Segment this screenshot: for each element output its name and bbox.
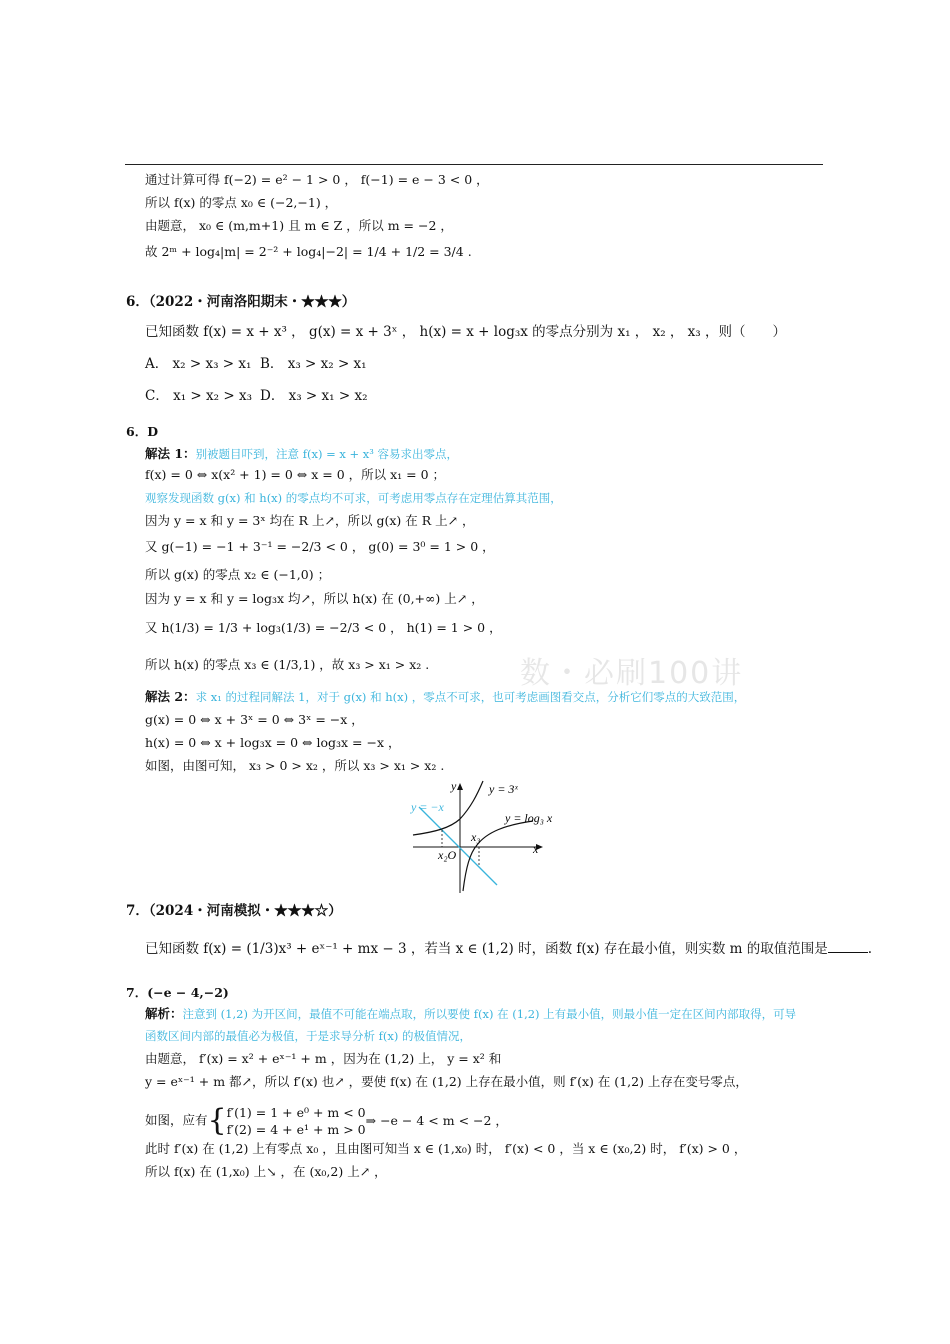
a6-line3: 又 g(−1) = −1 + 3⁻¹ = −2/3 < 0 ， g(0) = 3⁰ = 1 > 0 ， <box>145 539 495 554</box>
intersection-figure <box>405 775 555 893</box>
result-line: 故 2ᵐ + log₄|m| = 2⁻² + log₄|−2| = 1/4 + 1/2 = 3/4 . <box>145 244 472 259</box>
method1-label: 解法 1： <box>145 446 196 461</box>
x2-origin-label: x₂O <box>438 848 457 862</box>
q7-stem-text: 已知函数 f(x) = (1/3)x³ + eˣ⁻¹ + mx − 3 ，若当 x ∈ (1,2) 时，函数 f(x) 存在最小值，则实数 m 的取值范围是 <box>145 941 828 957</box>
q6-option-a: A． x₂ > x₃ > x₁ <box>145 356 252 372</box>
a7-line3-lead: 如图，应有 <box>145 1112 208 1128</box>
method1-note: 别被题目吓到，注意 f(x) = x + x³ 容易求出零点， <box>195 447 459 461</box>
q6-option-b: B． x₃ > x₂ > x₁ <box>260 356 367 372</box>
a6-answer: 6．D <box>126 424 159 439</box>
system-brace: { <box>207 1103 227 1138</box>
a7-answer: 7．(−e − 4,−2) <box>126 985 229 1000</box>
line-neg-x <box>419 807 497 885</box>
condition-line: 由题意， x₀ ∈ (m,m+1) 且 m ∈ Z ，所以 m = −2 ， <box>145 218 453 233</box>
neg-line-label: y = −x <box>411 800 444 814</box>
watermark: 数・必刷100讲 <box>520 656 744 691</box>
q6-heading: 6．（2022・河南洛阳期末・★★★） <box>126 294 356 310</box>
a7-line5: 所以 f(x) 在 (1,x₀) 上↘ ，在 (x₀,2) 上↗ ， <box>145 1164 387 1179</box>
a6-line9: h(x) = 0 ⇔ x + log₃x = 0 ⇔ log₃x = −x ， <box>145 735 401 750</box>
a6-line10: 如图，由图可知， x₃ > 0 > x₂ ，所以 x₃ > x₁ > x₂ . <box>145 758 445 773</box>
a7-line2: y = eˣ⁻¹ + m 都↗，所以 f′(x) 也↗ ，要使 f(x) 在 (1,2) 上存在最小值，则 f′(x) 在 (1,2) 上存在变号零点， <box>145 1074 748 1089</box>
a7-note1 <box>145 1006 796 1022</box>
y-axis-arrow <box>457 783 463 790</box>
a6-method2 <box>145 689 745 705</box>
a6-line6: 又 h(1/3) = 1/3 + log₃(1/3) = −2/3 < 0 ， h(1) = 1 > 0 ， <box>145 620 502 635</box>
q6-option-c: C． x₁ > x₂ > x₃ <box>145 388 252 404</box>
header-rule <box>125 164 823 165</box>
y-axis-label: y <box>451 779 457 793</box>
a6-note2: 观察发现函数 g(x) 和 h(x) 的零点均不可求，可考虑用零点存在定理估算其范围， <box>145 491 562 505</box>
exp-curve-label: y = 3ˣ <box>489 782 518 796</box>
answer-blank <box>828 940 868 953</box>
q7-heading: 7．（2024・河南模拟・★★★☆） <box>126 903 342 919</box>
system-row-2: f′(2) = 4 + e¹ + m > 0 <box>226 1122 366 1137</box>
a7-line3 <box>145 1104 508 1138</box>
a6-line2: 因为 y = x 和 y = 3ˣ 均在 R 上↗，所以 g(x) 在 R 上↗ ， <box>145 513 475 528</box>
a7-line3-result: ⇒ −e − 4 < m < −2 ， <box>365 1113 508 1128</box>
q6-stem: 已知函数 f(x) = x + x³ ， g(x) = x + 3ˣ ， h(x) = x + log₃x 的零点分别为 x₁ ， x₂ ， x₃ ，则（ ） <box>145 324 786 340</box>
q6-option-d: D． x₃ > x₁ > x₂ <box>260 388 368 404</box>
a6-line5: 因为 y = x 和 y = log₃x 均↗，所以 h(x) 在 (0,+∞) 上↗ ， <box>145 591 484 606</box>
calc-line: 通过计算可得 f(−2) = e² − 1 > 0 ， f(−1) = e − 3 < 0 ， <box>145 172 489 187</box>
a6-line7: 所以 h(x) 的零点 x₃ ∈ (1/3,1) ，故 x₃ > x₁ > x₂ . <box>145 657 430 672</box>
a7-line1: 由题意， f′(x) = x² + eˣ⁻¹ + m ，因为在 (1,2) 上， y = x² 和 <box>145 1051 502 1066</box>
a7-label: 解析： <box>145 1006 183 1021</box>
a6-line1: f(x) = 0 ⇔ x(x² + 1) = 0 ⇔ x = 0 ，所以 x₁ = 0 ； <box>145 467 446 482</box>
q7-stem-end: . <box>867 941 873 957</box>
x3-label: x₃ <box>471 830 481 844</box>
a7-note2: 函数区间内部的最值必为极值，于是求导分析 f(x) 的极值情况， <box>145 1029 472 1043</box>
inequality-system <box>227 1104 366 1138</box>
x-axis-label: x <box>533 842 539 856</box>
method2-label: 解法 2： <box>145 689 196 704</box>
system-row-1: f′(1) = 1 + e⁰ + m < 0 <box>226 1105 366 1120</box>
a7-line4: 此时 f′(x) 在 (1,2) 上有零点 x₀ ，且由图可知当 x ∈ (1,x₀) 时， f′(x) < 0 ，当 x ∈ (x₀,2) 时， f′(x) > 0 ， <box>145 1141 747 1156</box>
method2-note: 求 x₁ 的过程同解法 1，对于 g(x) 和 h(x) ，零点不可求，也可考虑画图看交点，分析它们零点的大致范围， <box>195 690 746 704</box>
a6-line4: 所以 g(x) 的零点 x₂ ∈ (−1,0) ； <box>145 567 331 582</box>
log-curve-label: y = log₃ x <box>505 811 553 825</box>
a6-method1 <box>145 446 458 462</box>
a6-line8: g(x) = 0 ⇔ x + 3ˣ = 0 ⇔ 3ˣ = −x ， <box>145 712 364 727</box>
a7-note1-text: 注意到 (1,2) 为开区间，最值不可能在端点取，所以要使 f(x) 在 (1,2) 上有最小值，则最小值一定在区间内部取得，可导 <box>182 1007 797 1021</box>
zero-interval-line: 所以 f(x) 的零点 x₀ ∈ (−2,−1) ， <box>145 195 338 210</box>
q7-stem <box>145 940 872 957</box>
